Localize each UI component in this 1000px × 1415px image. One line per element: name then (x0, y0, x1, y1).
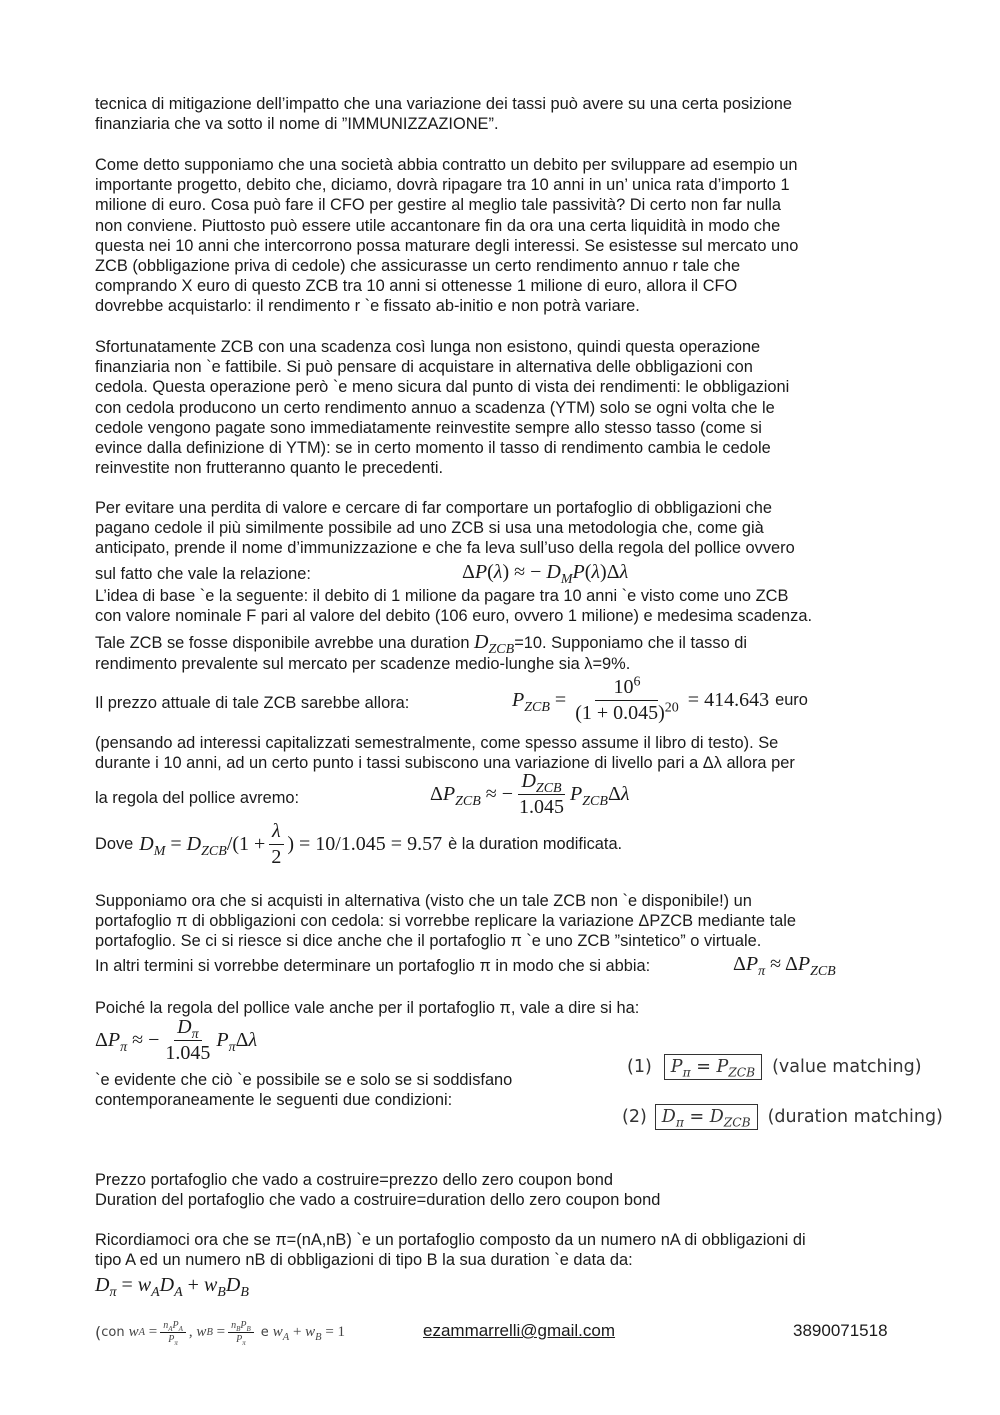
text-span: Tale ZCB se fosse disponibile avrebbe una duration (95, 634, 470, 652)
formula-delta-ppi: $\Delta P_\pi$ ≈ − $\frac{D_\pi}{1.045}$ $P_\pi\Delta\lambda$ (95, 1016, 258, 1064)
text-line: Sfortunatamente ZCB con una scadenza così lunga non esistono, quindi questa operazione (95, 338, 761, 356)
text-line: comprando X euro di questo ZCB tra 10 anni si ottenesse 1 milione di euro, allora il CFO (95, 277, 738, 296)
condition-duration-matching (622, 1104, 943, 1130)
text-line: ZCB (obbligazione priva di cedole) che assicurasse un certo rendimento annuo r tale che (95, 257, 741, 276)
text-line: Prezzo portafoglio che vado a costruire=prezzo dello zero coupon bond (95, 1171, 613, 1189)
text-line: importante progetto, debito che, diciamo, dovrà ripagare tra 10 anni in un’ unica rata d’importo 1 (95, 176, 790, 195)
intro-paragraph (95, 94, 915, 134)
text-span: euro (775, 691, 808, 709)
text-line: Duration del portafoglio che vado a costruire=duration dello zero coupon bond (95, 1191, 661, 1210)
paragraph-portfolio-duration (95, 1230, 915, 1270)
text-line: durante i 10 anni, ad un certo punto i tassi subiscono una variazione di livello pari a Δλ allora per (95, 754, 795, 773)
contact-phone: 3890071518 (793, 1321, 888, 1340)
condition-formula-box: $D_\pi = D_{ZCB}$ (655, 1104, 758, 1130)
modified-duration-line (95, 820, 622, 869)
text-span: =10. Supponiamo che il tasso di (514, 634, 747, 652)
text-line: In altri termini si vorrebbe determinare un portafoglio π in modo che si abbia: (95, 957, 651, 975)
text-line: Il prezzo attuale di tale ZCB sarebbe allora: (95, 694, 410, 712)
text-line: tecnica di mitigazione dell’impatto che una variazione dei tassi può avere su una certa posizione (95, 95, 793, 113)
text-line (95, 631, 747, 657)
text-line: portafoglio. Se ci si riesce si dice anche che il portafoglio π `e uno ZCB ”sintetico” o virtuale. (95, 932, 762, 951)
paragraph-cfo-example (95, 155, 915, 317)
text-line: non conviene. Piuttosto può essere utile accantonare fin da ora una certa liquidità in modo che (95, 216, 781, 235)
paragraph-semiannual (95, 733, 915, 773)
text-line: Supponiamo ora che si acquisti in alternativa (visto che un tale ZCB non `e disponibile!) un (95, 892, 752, 910)
formula-result: ) = 10/1.045 = 9.57 (287, 833, 443, 855)
text-line: con cedola producono un certo rendimento annuo a scadenza (YTM) solo se ogni volta che le (95, 398, 775, 417)
text-line: dovrebbe acquistarlo: il rendimento r `e fissato ab-initio e non potrà variare. (95, 297, 640, 316)
text-line: con valore nominale F pari al valore del debito (106 euro, ovvero 1 milione) e medesima scadenza. (95, 607, 813, 626)
text-line: finanziaria non `e fattibile. Si può pensare di acquistare in alternativa delle obbligazioni con (95, 358, 753, 377)
text-line: cedole vengono pagate sono immediatamente reinvestite sempre allo stesso tasso (come si (95, 418, 762, 437)
text-line: milione di euro. Cosa può fare il CFO per gestire al meglio tale passività? Di certo non far nulla (95, 196, 782, 215)
text-line: Ricordiamoci ora che se π=(nA,nB) `e un portafoglio composto da un numero nA di obbligazioni di (95, 1231, 806, 1249)
paragraph-synthetic-portfolio (95, 891, 915, 952)
text-line: reinvestite non frutteranno quanto le precedenti. (95, 459, 444, 478)
text-line: Come detto supponiamo che una società abbia contratto un debito per sviluppare ad esempio un (95, 156, 798, 174)
paragraph-matching-summary (95, 1170, 915, 1210)
condition-formula-box: $P_\pi = P_{ZCB}$ (664, 1054, 762, 1080)
text-line: L’idea di base `e la seguente: il debito di 1 milione da pagare tra 10 anni `e visto come uno ZCB (95, 587, 789, 605)
text-line: (pensando ad interessi capitalizzati semestralmente, come spesso assume il libro di testo). Se (95, 734, 779, 752)
text-line: finanziaria che va sotto il nome di ”IMMUNIZZAZIONE”. (95, 115, 499, 134)
text-span: è la duration modificata. (448, 835, 623, 853)
formula-rule-of-thumb: ΔP(λ) ≈ − $D_MP(\lambda)\Delta\lambda$ (462, 561, 629, 587)
text-line: la regola del pollice avremo: (95, 789, 300, 807)
paragraph-basic-idea (95, 586, 915, 626)
condition-number: (1) (627, 1057, 652, 1077)
contact-email-link[interactable]: ezammarrelli@gmail.com (423, 1321, 616, 1340)
formula-result: = 414.643 (687, 689, 770, 711)
formula-portfolio-duration: $D_\pi = w_AD_A + w_BD_B$ (95, 1274, 249, 1300)
text-line: cedola. Questa operazione però `e meno sicura dal punto di vista dei rendimenti: le obbligazioni (95, 378, 790, 397)
text-line: contemporaneamente le seguenti due condizioni: (95, 1091, 453, 1110)
formula-replication: $\Delta P_\pi \approx \Delta P_{ZCB}$ (733, 953, 836, 979)
text-line: tipo A ed un numero nB di obbligazioni di tipo B la sua duration `e data da: (95, 1251, 633, 1270)
paragraph-coupon-bonds (95, 337, 915, 478)
text-line: `e evidente che ciò `e possibile se e solo se si soddisfano (95, 1071, 513, 1089)
text-span: con (101, 1325, 125, 1340)
condition-number: (2) (622, 1107, 647, 1127)
text-line: portafoglio π di obbligazioni con cedola: si vorrebbe replicare la variazione ΔPZCB mediante tale (95, 912, 797, 931)
formula-modified-duration: $D_M = D_{ZCB}/(1$ + $\frac{\lambda}{2}$ ) = 10/1.045 = 9.57 (139, 820, 443, 868)
text-line: anticipato, prende il nome d’immunizzazione e che fa leva sull’uso della regola del pollice ovvero (95, 539, 795, 558)
text-line: pagano cedole il più similmente possibile ad uno ZCB si usa una metodologia che, come già (95, 519, 764, 538)
formula-dzcb: $D_{ZCB}$ (474, 631, 515, 657)
text-line: questa nei 10 anni che intercorrono possa maturare degli interessi. Se esistesse sul mercato uno (95, 236, 799, 255)
text-span: e (260, 1325, 269, 1340)
formula-zcb-price: $P_{ZCB}$ = $\frac{10^6}{(1 + 0.045)^{20}}$ = 414.643 euro (512, 674, 808, 724)
text-line: sul fatto che vale la relazione: (95, 565, 311, 583)
condition-value-matching (627, 1054, 922, 1080)
condition-note: (value matching) (772, 1057, 922, 1077)
formula-delta-pzcb: $\Delta P_{ZCB}$ ≈ − $\frac{D_{ZCB}}{1.045}$ $P_{ZCB}\Delta\lambda$ (430, 770, 630, 818)
condition-note: (duration matching) (767, 1107, 943, 1127)
text-line: Per evitare una perdita di valore e cercare di far comportare un portafoglio di obbligazioni che (95, 499, 772, 517)
weights-definition: ( con w A = $\frac{n_AP_A}{P_\pi}$ , w B = $\frac{n_BP_B}{P_\pi}$ e $w_A + w_B = 1$ (95, 1320, 346, 1347)
paragraph-immunization (95, 498, 915, 559)
text-line: evince dalla definizione di YTM): se in certo momento il tasso di rendimento cambia le cedole (95, 439, 771, 458)
text-line: rendimento prevalente sul mercato per scadenze medio-lunghe sia λ=9%. (95, 655, 631, 673)
paragraph-conditions-intro (95, 1070, 595, 1110)
text-span: Dove (95, 835, 134, 853)
text-line: Poiché la regola del pollice vale anche per il portafoglio π, vale a dire si ha: (95, 999, 640, 1017)
